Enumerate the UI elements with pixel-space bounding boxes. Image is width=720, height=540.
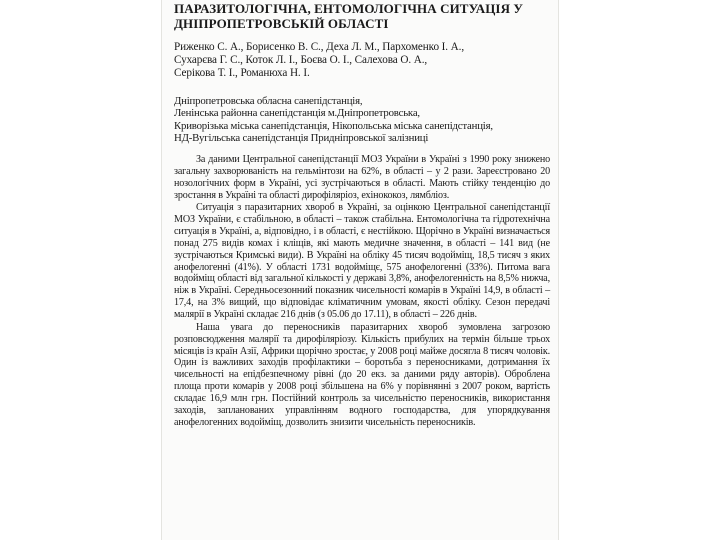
affiliation-line: Ленінська районна санепідстанція м.Дніпропетровська, <box>174 107 420 120</box>
title-line: ДНІПРОПЕТРОВСЬКІЙ ОБЛАСТІ <box>174 16 389 31</box>
authors-line: Риженко С. А., Борисенко В. С., Деха Л. М., Пархоменко І. А., <box>174 41 465 53</box>
scanned-document-page <box>162 0 558 540</box>
affiliations-block <box>174 95 546 145</box>
right-margin <box>560 0 720 540</box>
authors-line: Сухарєва Г. С., Коток Л. І., Боєва О. І., Салехова О. А., <box>174 54 428 67</box>
authors-block <box>174 41 546 81</box>
affiliation-line: Криворізька міська санепідстанція, Нікопольська міська санепідстанція, <box>174 119 493 132</box>
document-title <box>174 1 546 31</box>
affiliation-line: НД-Вугільська санепідстанція Придніпровської залізниці <box>174 132 429 145</box>
paragraph: За даними Центральної санепідстанції МОЗ України в Україні з 1990 року знижено загальну захворюваність на гельмінтози на 62%, в області – у 2 рази. Зареєстровано 20 нозологічних форм в Україні, усі зустрічаються в області. Мають стійку тенденцію до зростання в Україні та області дирофіляріоз, ехінококоз, лямбліоз. <box>174 154 550 201</box>
affiliation-line: Дніпропетровська обласна санепідстанція, <box>174 95 363 107</box>
body-text <box>174 154 550 428</box>
authors-line: Серікова Т. І., Романюха Н. І. <box>174 67 310 80</box>
paragraph: Наша увага до переносників паразитарних хвороб зумовлена загрозою розповсюдження малярії та дирофіляріозу. Кількість прибулих на термін більше трьох місяців із країн Азії, Африки щорічно зростає, у 2008 році майже досягла 8 тисяч чоловік. Один із важливих заходів профілактики – боротьба з переносниками, дотримання їх чисельності на епідбезпечному рівні (до 20 екз. за даними ряду авторів). Оброблена площа проти комарів у 2008 році збільшена на 6% у порівнянні з 2007 роком, вартість складає 16,9 млн грн. Постійний контроль за чисельністю переносників, використання заходів, запланованих управлінням водного господарства, для упорядкування анофелогенних водойміщ, дозволить знизити чисельність переносників. <box>174 321 550 428</box>
left-margin <box>0 0 160 540</box>
paragraph: Ситуація з паразитарних хвороб в Україні, за оцінкою Центральної санепідстанції МОЗ України, є стабільною, в області – також стабільна. Ентомологічна та гідротехнічна ситуація в Україні, а, відповідно, і в області, є нестійкою. Щорічно в Україні визначається понад 275 видів комах і кліщів, які мають медичне значення, в області – 141 вид (не зустрічаються Кримські види). В Україні на обліку 45 тисяч водойміщ, 18,5 тисяч з яких анофелогенні (41%). У області 1731 водойміщє, 575 анофелогенні (33%). Питома вага водойміщ області від загальної кількості у державі 3,8%, анофелогенність на 8,5% нижча, ніж в Україні. Середньосезонний показник чисельності комарів в Україні 14,9, в області – 17,4, на 3% вищий, що відповідає кліматичним умовам, якості обліку. Сезон передачі малярії в Україні складає 216 днів (з 05.06 до 17.11), в області – 226 днів. <box>174 202 550 320</box>
title-line: ПАРАЗИТОЛОГІЧНА, ЕНТОМОЛОГІЧНА СИТУАЦІЯ У <box>174 1 524 16</box>
